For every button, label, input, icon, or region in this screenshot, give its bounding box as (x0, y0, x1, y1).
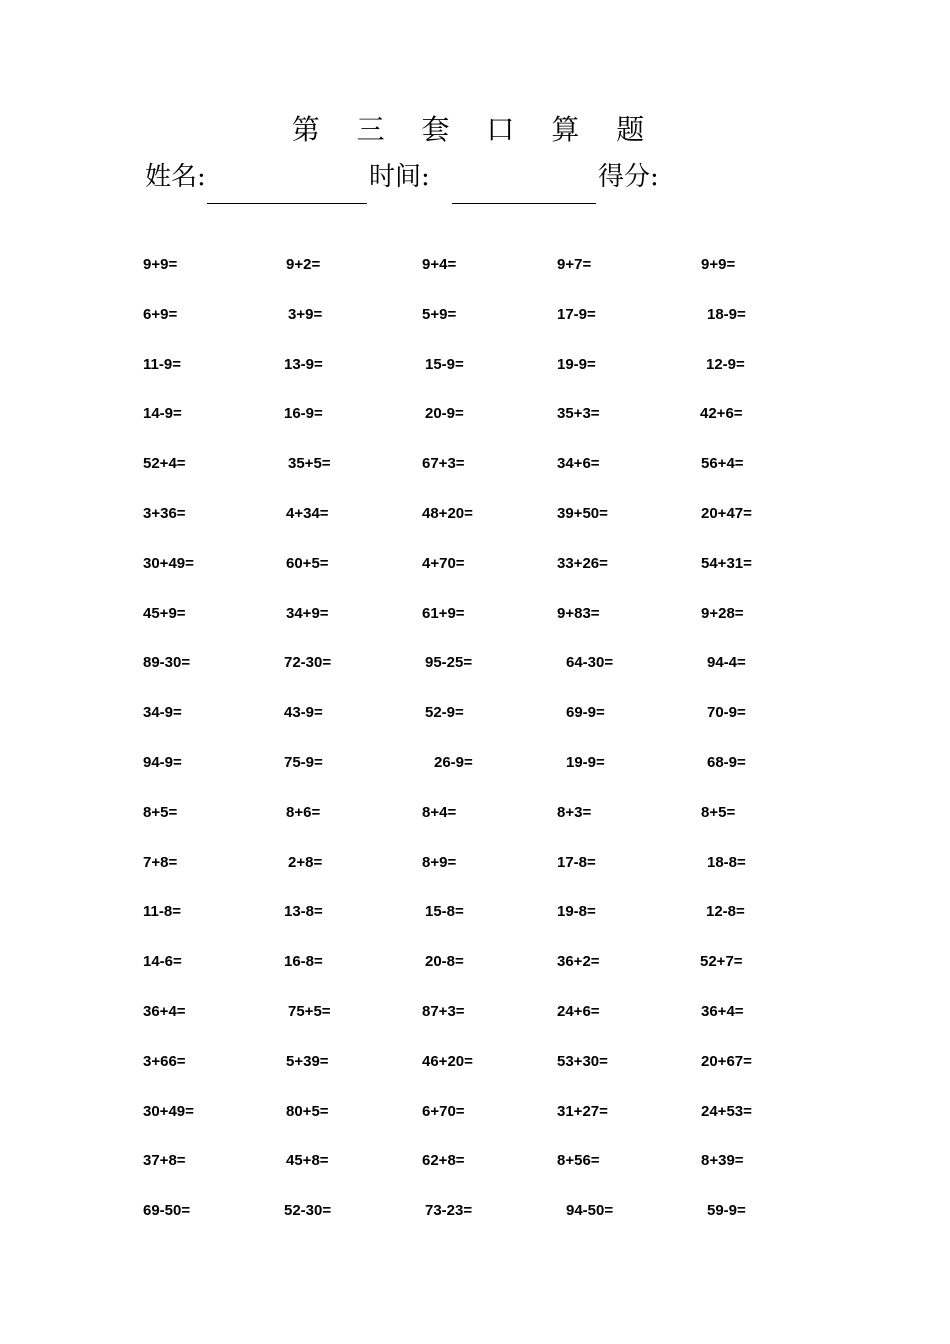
problem-r20-c4: 94-50= (566, 1202, 614, 1220)
problem-r15-c2: 16-8= (284, 953, 323, 971)
problem-r5-c2: 35+5= (288, 455, 331, 473)
problem-r19-c5: 8+39= (701, 1152, 744, 1170)
problem-r19-c2: 45+8= (286, 1152, 329, 1170)
time-label: 时间: (369, 162, 430, 192)
problem-r19-c3: 62+8= (422, 1152, 465, 1170)
problem-r4-c1: 14-9= (143, 405, 182, 423)
problem-r9-c4: 64-30= (566, 654, 614, 672)
problem-r4-c4: 35+3= (557, 405, 600, 423)
problem-r1-c1: 9+9= (143, 256, 178, 273)
problem-r18-c4: 31+27= (557, 1102, 608, 1120)
problem-r20-c2: 52-30= (284, 1202, 332, 1220)
problem-r13-c2: 2+8= (288, 853, 323, 871)
problem-r3-c1: 11-9= (143, 355, 181, 373)
problem-r3-c4: 19-9= (557, 355, 596, 373)
problem-r12-c1: 8+5= (143, 803, 178, 821)
problem-r1-c4: 9+7= (557, 256, 592, 273)
problem-r2-c3: 5+9= (422, 305, 457, 323)
problem-r7-c5: 54+31= (701, 554, 752, 572)
problem-r18-c1: 30+49= (143, 1102, 194, 1120)
problem-r16-c3: 87+3= (422, 1003, 465, 1020)
problem-r13-c5: 18-8= (707, 853, 746, 871)
problem-r14-c1: 11-8= (143, 903, 181, 921)
problem-r7-c2: 60+5= (286, 554, 329, 572)
problem-r20-c1: 69-50= (143, 1202, 191, 1220)
problem-r11-c2: 75-9= (284, 754, 323, 771)
problem-r9-c2: 72-30= (284, 654, 332, 672)
problem-r18-c2: 80+5= (286, 1102, 329, 1120)
problem-r16-c5: 36+4= (701, 1003, 744, 1020)
name-label: 姓名: (145, 162, 206, 192)
problem-r16-c2: 75+5= (288, 1003, 331, 1020)
problem-r5-c1: 52+4= (143, 455, 186, 473)
problem-r8-c4: 9+83= (557, 604, 600, 622)
problem-r8-c1: 45+9= (143, 604, 186, 622)
problem-r7-c4: 33+26= (557, 554, 608, 572)
problem-r12-c3: 8+4= (422, 803, 457, 821)
problem-r17-c4: 53+30= (557, 1052, 608, 1070)
problem-r11-c1: 94-9= (143, 754, 182, 771)
problem-r14-c4: 19-8= (557, 903, 596, 921)
problem-r15-c1: 14-6= (143, 953, 182, 971)
problem-r8-c2: 34+9= (286, 604, 329, 622)
problem-r6-c1: 3+36= (143, 505, 186, 522)
problem-r15-c5: 52+7= (700, 953, 743, 971)
problem-r6-c4: 39+50= (557, 505, 608, 522)
problem-r14-c3: 15-8= (425, 903, 464, 921)
problem-r15-c4: 36+2= (557, 953, 600, 971)
problem-r2-c5: 18-9= (707, 305, 746, 323)
problem-r10-c5: 70-9= (707, 704, 746, 722)
worksheet-title: 第 三 套 口 算 题 (291, 113, 659, 146)
problem-r6-c2: 4+34= (286, 505, 329, 522)
problem-r10-c4: 69-9= (566, 704, 605, 722)
problem-r11-c3: 26-9= (434, 754, 473, 771)
problem-r9-c3: 95-25= (425, 654, 473, 672)
problem-r7-c3: 4+70= (422, 554, 465, 572)
problem-r12-c5: 8+5= (701, 803, 736, 821)
problem-r16-c1: 36+4= (143, 1003, 186, 1020)
problem-r7-c1: 30+49= (143, 554, 194, 572)
problem-r5-c5: 56+4= (701, 455, 744, 473)
problem-r8-c3: 61+9= (422, 604, 465, 622)
problem-r17-c5: 20+67= (701, 1052, 752, 1070)
problem-r9-c5: 94-4= (707, 654, 746, 672)
problem-r10-c2: 43-9= (284, 704, 323, 722)
time-blank-line (452, 203, 596, 204)
problem-r4-c3: 20-9= (425, 405, 464, 423)
problem-r20-c5: 59-9= (707, 1202, 746, 1220)
problem-r18-c3: 6+70= (422, 1102, 465, 1120)
problem-r3-c2: 13-9= (284, 355, 323, 373)
problem-r4-c2: 16-9= (284, 405, 323, 423)
problem-r1-c2: 9+2= (286, 256, 321, 273)
problem-r17-c3: 46+20= (422, 1052, 473, 1070)
problem-r4-c5: 42+6= (700, 405, 743, 423)
problem-r17-c1: 3+66= (143, 1052, 186, 1070)
problem-r3-c5: 12-9= (706, 355, 745, 373)
problem-r15-c3: 20-8= (425, 953, 464, 971)
problem-r8-c5: 9+28= (701, 604, 744, 622)
problem-r1-c5: 9+9= (701, 256, 736, 273)
problem-r14-c2: 13-8= (284, 903, 323, 921)
problem-r10-c1: 34-9= (143, 704, 182, 722)
problem-r3-c3: 15-9= (425, 355, 464, 373)
name-blank-line (207, 203, 367, 204)
problem-r16-c4: 24+6= (557, 1003, 600, 1020)
problem-r11-c4: 19-9= (566, 754, 605, 771)
problem-r1-c3: 9+4= (422, 256, 457, 273)
problem-r13-c3: 8+9= (422, 853, 457, 871)
problem-r19-c1: 37+8= (143, 1152, 186, 1170)
score-label: 得分: (598, 162, 659, 192)
problem-r13-c1: 7+8= (143, 853, 178, 871)
problem-r18-c5: 24+53= (701, 1102, 752, 1120)
problem-r6-c3: 48+20= (422, 505, 473, 522)
problem-r12-c4: 8+3= (557, 803, 592, 821)
problem-r10-c3: 52-9= (425, 704, 464, 722)
problem-r20-c3: 73-23= (425, 1202, 473, 1220)
problem-r5-c3: 67+3= (422, 455, 465, 473)
problem-r6-c5: 20+47= (701, 505, 752, 522)
problem-r2-c4: 17-9= (557, 305, 596, 323)
problem-r5-c4: 34+6= (557, 455, 600, 473)
problem-r13-c4: 17-8= (557, 853, 596, 871)
problem-r9-c1: 89-30= (143, 654, 191, 672)
problem-r2-c1: 6+9= (143, 305, 178, 323)
problem-r12-c2: 8+6= (286, 803, 321, 821)
problem-r19-c4: 8+56= (557, 1152, 600, 1170)
problem-r17-c2: 5+39= (286, 1052, 329, 1070)
problem-r2-c2: 3+9= (288, 305, 323, 323)
problem-r11-c5: 68-9= (707, 754, 746, 771)
problem-r14-c5: 12-8= (706, 903, 745, 921)
